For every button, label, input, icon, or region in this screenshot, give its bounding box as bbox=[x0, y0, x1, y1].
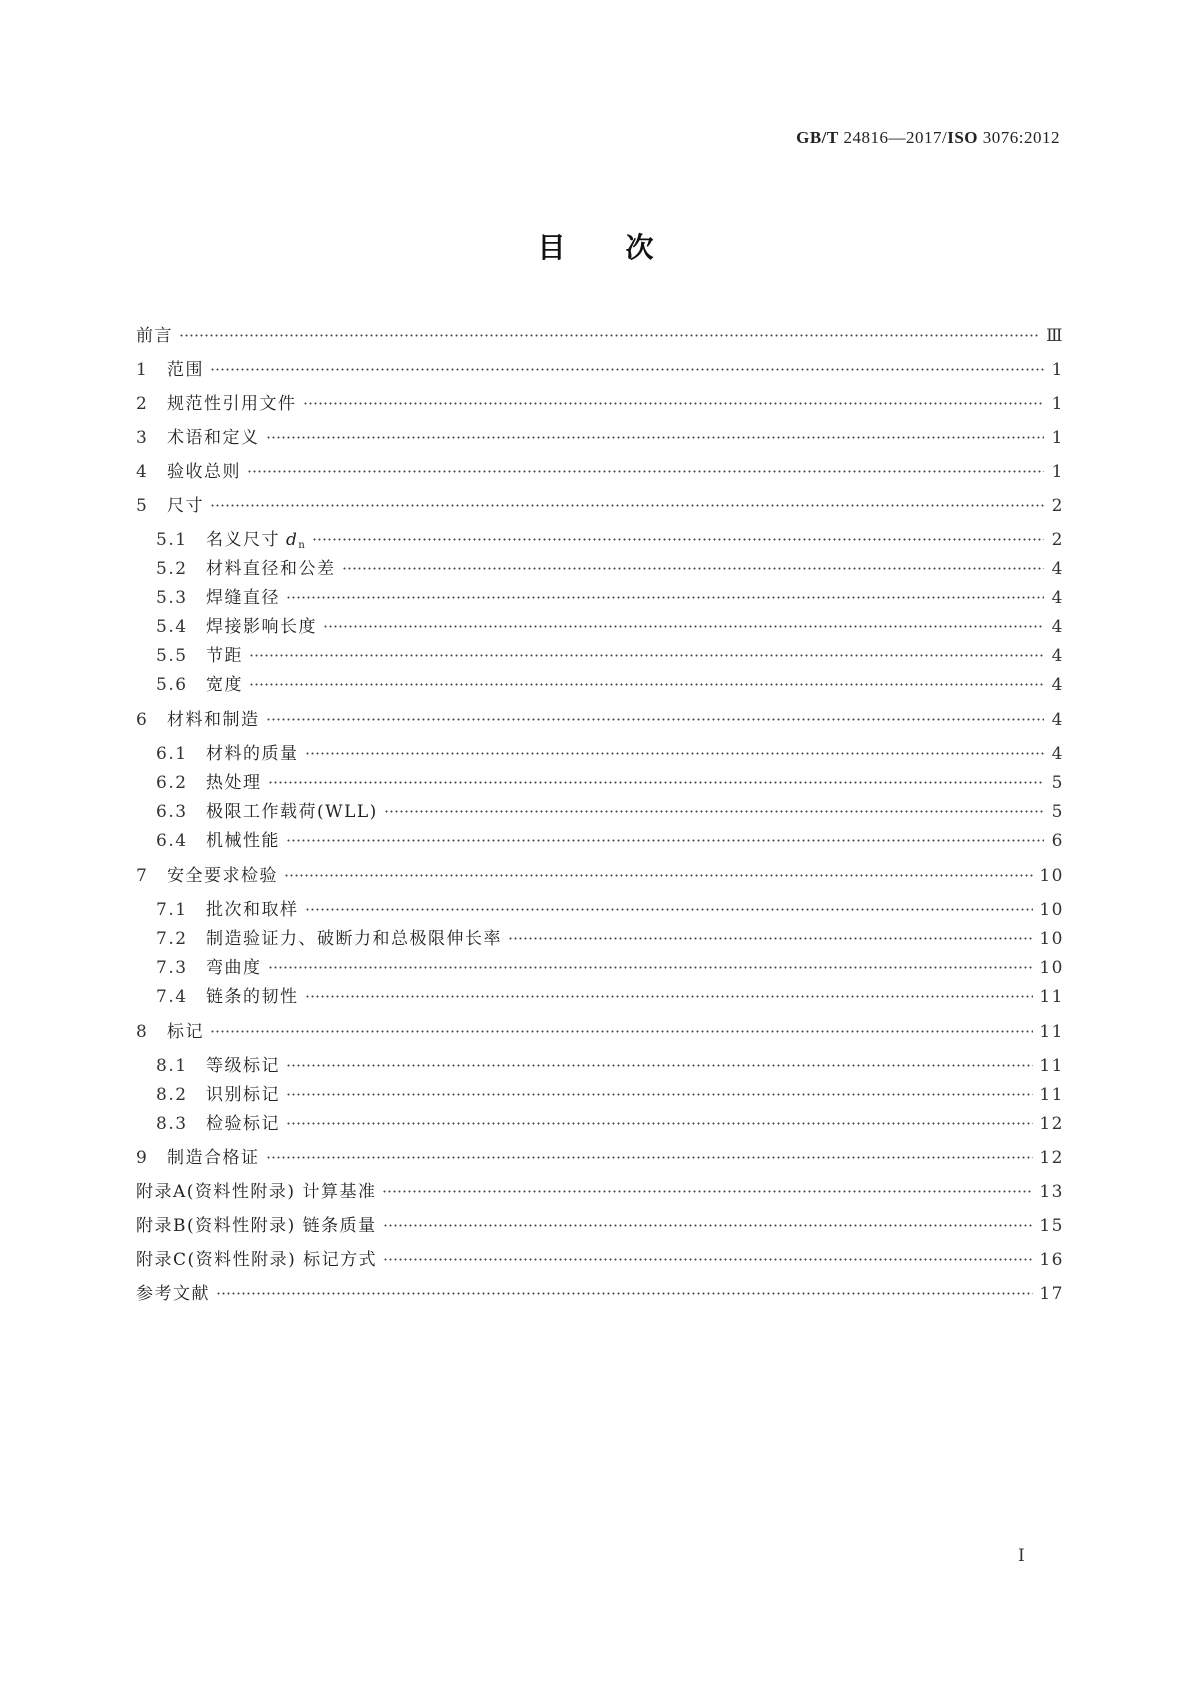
toc-leader-dots bbox=[216, 1292, 1033, 1295]
toc-leader-dots bbox=[249, 654, 1044, 657]
toc-page-number: 4 bbox=[1051, 646, 1064, 666]
toc-leader-dots bbox=[249, 683, 1044, 686]
toc-leader-dots bbox=[268, 781, 1045, 784]
toc-entry[interactable] bbox=[136, 1182, 1064, 1202]
toc-entry[interactable] bbox=[136, 987, 1064, 1007]
toc-page-number: 6 bbox=[1051, 831, 1064, 851]
toc-entry-label: 链条的韧性 bbox=[206, 987, 299, 1007]
toc-entry-number: 8 bbox=[136, 1022, 149, 1042]
toc-entry-label: 参考文献 bbox=[136, 1284, 210, 1304]
toc-page-number: 15 bbox=[1039, 1216, 1064, 1236]
toc-entry-number: 6.4 bbox=[156, 831, 188, 851]
toc-entry[interactable] bbox=[136, 1114, 1064, 1134]
toc-entry[interactable] bbox=[136, 646, 1064, 666]
toc-entry-label: 识别标记 bbox=[206, 1085, 280, 1105]
toc-entry-label: 范围 bbox=[167, 360, 204, 380]
toc-entry[interactable] bbox=[136, 773, 1064, 793]
toc-entry[interactable] bbox=[136, 1085, 1064, 1105]
toc-entry-number: 5.3 bbox=[156, 588, 188, 608]
toc-page-number: 10 bbox=[1039, 958, 1064, 978]
toc-leader-dots bbox=[210, 504, 1044, 507]
toc-leader-dots bbox=[266, 436, 1045, 439]
toc-page-number: 10 bbox=[1039, 900, 1064, 920]
toc-entry-number: 5 bbox=[136, 496, 149, 516]
toc-entry-label: 焊接影响长度 bbox=[206, 617, 317, 637]
standard-header bbox=[796, 128, 1060, 148]
toc-leader-dots bbox=[286, 1064, 1033, 1067]
toc-entry-number: 5.4 bbox=[156, 617, 188, 637]
toc-leader-dots bbox=[210, 368, 1044, 371]
toc-entry-number: 5.5 bbox=[156, 646, 188, 666]
toc-entry[interactable] bbox=[136, 588, 1064, 608]
toc-entry-number: 6.1 bbox=[156, 744, 188, 764]
toc-entry-number: 8.2 bbox=[156, 1085, 188, 1105]
toc-entry-number: 7.1 bbox=[156, 900, 188, 920]
toc-page-number: 10 bbox=[1039, 929, 1064, 949]
toc-entry[interactable] bbox=[136, 1148, 1064, 1168]
toc-page-number: 13 bbox=[1039, 1182, 1064, 1202]
toc-leader-dots bbox=[305, 908, 1034, 911]
toc-leader-dots bbox=[312, 538, 1044, 541]
toc-entry-label: 安全要求检验 bbox=[167, 866, 278, 886]
toc-page-number: 2 bbox=[1051, 496, 1064, 516]
toc-entry[interactable] bbox=[136, 1250, 1064, 1270]
toc-entry-label: 尺寸 bbox=[167, 496, 204, 516]
toc-page-number: 1 bbox=[1051, 428, 1064, 448]
footer-page-number: I bbox=[1018, 1546, 1025, 1566]
toc-page-number: 12 bbox=[1039, 1148, 1064, 1168]
toc-entry-number: 1 bbox=[136, 360, 149, 380]
toc-page-number: 4 bbox=[1051, 710, 1064, 730]
toc-leader-dots bbox=[384, 810, 1044, 813]
standard-number: 24816—2017/ bbox=[843, 128, 948, 147]
toc-entry-label: 批次和取样 bbox=[206, 900, 299, 920]
toc-entry-label: 附录B(资料性附录) 链条质量 bbox=[136, 1216, 377, 1236]
toc-leader-dots bbox=[268, 966, 1034, 969]
toc-entry[interactable] bbox=[136, 326, 1064, 346]
toc-entry-number: 5.6 bbox=[156, 675, 188, 695]
toc-entry-label: 附录C(资料性附录) 标记方式 bbox=[136, 1250, 378, 1270]
toc-entry-label: 热处理 bbox=[206, 773, 262, 793]
toc-entry[interactable] bbox=[136, 1284, 1064, 1304]
toc-leader-dots bbox=[247, 470, 1044, 473]
toc-entry-number: 7.4 bbox=[156, 987, 188, 1007]
toc-page-number: 4 bbox=[1051, 588, 1064, 608]
toc-entry[interactable] bbox=[136, 394, 1064, 414]
toc-entry-number: 5.2 bbox=[156, 559, 188, 579]
toc-page-number: 2 bbox=[1051, 530, 1064, 550]
toc-entry[interactable] bbox=[136, 929, 1064, 949]
toc-entry[interactable] bbox=[136, 744, 1064, 764]
toc-entry-label: 制造合格证 bbox=[167, 1148, 260, 1168]
toc-entry-number: 6.2 bbox=[156, 773, 188, 793]
toc-leader-dots bbox=[305, 995, 1034, 998]
toc-entry-number: 3 bbox=[136, 428, 149, 448]
toc-leader-dots bbox=[266, 1156, 1034, 1159]
toc-entry[interactable] bbox=[136, 1056, 1064, 1076]
toc-entry-label: 验收总则 bbox=[167, 462, 241, 482]
toc-entry-label: 弯曲度 bbox=[206, 958, 262, 978]
toc-entry[interactable] bbox=[136, 802, 1064, 822]
toc-entry[interactable] bbox=[136, 530, 1064, 556]
toc-entry-number: 9 bbox=[136, 1148, 149, 1168]
toc-entry[interactable] bbox=[136, 900, 1064, 920]
toc-entry[interactable] bbox=[136, 496, 1064, 516]
toc-leader-dots bbox=[286, 839, 1044, 842]
toc-entry-number: 6 bbox=[136, 710, 149, 730]
toc-page-number: 10 bbox=[1039, 866, 1064, 886]
toc-leader-dots bbox=[382, 1190, 1033, 1193]
toc-entry[interactable] bbox=[136, 1022, 1064, 1042]
toc-entry-label: 检验标记 bbox=[206, 1114, 280, 1134]
toc-entry-label: 材料直径和公差 bbox=[206, 559, 336, 579]
toc-leader-dots bbox=[383, 1224, 1034, 1227]
toc-page-number: 1 bbox=[1051, 462, 1064, 482]
toc-entry[interactable] bbox=[136, 1216, 1064, 1236]
toc-entry-number: 2 bbox=[136, 394, 149, 414]
toc-entry[interactable] bbox=[136, 710, 1064, 730]
toc-entry-number: 6.3 bbox=[156, 802, 188, 822]
toc-entry-number: 7.2 bbox=[156, 929, 188, 949]
standard-code: GB/T bbox=[796, 128, 839, 147]
toc-leader-dots bbox=[342, 567, 1045, 570]
toc-leader-dots bbox=[179, 334, 1040, 337]
toc-entry-number: 5.1 bbox=[156, 530, 188, 550]
toc-entry-label: 标记 bbox=[167, 1022, 204, 1042]
toc-page-number: 12 bbox=[1039, 1114, 1064, 1134]
toc-page-number: 1 bbox=[1051, 394, 1064, 414]
toc-leader-dots bbox=[383, 1258, 1033, 1261]
iso-code: ISO bbox=[947, 128, 979, 147]
toc-page-number: Ⅲ bbox=[1046, 326, 1064, 346]
toc-leader-dots bbox=[284, 874, 1033, 877]
toc-entry-label: 材料的质量 bbox=[206, 744, 299, 764]
toc-page-number: 16 bbox=[1039, 1250, 1064, 1270]
toc-entry-number: 8.1 bbox=[156, 1056, 188, 1076]
toc-entry[interactable] bbox=[136, 360, 1064, 380]
toc-page-number: 4 bbox=[1051, 744, 1064, 764]
toc-entry-label: 前言 bbox=[136, 326, 173, 346]
toc-leader-dots bbox=[508, 937, 1033, 940]
toc-entry[interactable] bbox=[136, 866, 1064, 886]
toc-entry-label: 制造验证力、破断力和总极限伸长率 bbox=[206, 929, 502, 949]
toc-entry-label: 术语和定义 bbox=[167, 428, 260, 448]
toc-entry[interactable] bbox=[136, 617, 1064, 637]
toc-page-number: 1 bbox=[1051, 360, 1064, 380]
toc-entry[interactable] bbox=[136, 462, 1064, 482]
toc-entry-number: 7 bbox=[136, 866, 149, 886]
toc-entry-label: 规范性引用文件 bbox=[167, 394, 297, 414]
toc-page-number: 4 bbox=[1051, 559, 1064, 579]
toc-page-number: 11 bbox=[1039, 1056, 1064, 1076]
toc-leader-dots bbox=[303, 402, 1045, 405]
toc-leader-dots bbox=[266, 718, 1045, 721]
toc-entry[interactable] bbox=[136, 958, 1064, 978]
toc-page-number: 17 bbox=[1039, 1284, 1064, 1304]
toc-leader-dots bbox=[210, 1030, 1033, 1033]
toc-page-number: 11 bbox=[1039, 987, 1064, 1007]
page-title: 目次 bbox=[537, 231, 714, 264]
toc-entry-label: 节距 bbox=[206, 646, 243, 666]
toc-leader-dots bbox=[323, 625, 1044, 628]
toc-entry-number: 8.3 bbox=[156, 1114, 188, 1134]
toc-leader-dots bbox=[286, 596, 1044, 599]
toc-entry-number: 4 bbox=[136, 462, 149, 482]
toc-page-number: 5 bbox=[1051, 773, 1064, 793]
toc-page-number: 4 bbox=[1051, 675, 1064, 695]
toc-entry-label: 宽度 bbox=[206, 675, 243, 695]
toc-entry-label: 等级标记 bbox=[206, 1056, 280, 1076]
toc-entry-label: 附录A(资料性附录) 计算基准 bbox=[136, 1182, 377, 1202]
toc-entry-label: 材料和制造 bbox=[167, 710, 260, 730]
toc-leader-dots bbox=[305, 752, 1045, 755]
toc-page-number: 11 bbox=[1039, 1022, 1064, 1042]
toc-entry-label: 焊缝直径 bbox=[206, 588, 280, 608]
toc-entry-label: 机械性能 bbox=[206, 831, 280, 851]
toc-entry-number: 7.3 bbox=[156, 958, 188, 978]
toc-entry[interactable] bbox=[136, 831, 1064, 851]
toc-leader-dots bbox=[286, 1122, 1033, 1125]
toc-page-number: 5 bbox=[1051, 802, 1064, 822]
toc-entry[interactable] bbox=[136, 428, 1064, 448]
symbol-d: d bbox=[286, 530, 299, 550]
toc-entry[interactable] bbox=[136, 675, 1064, 695]
toc-leader-dots bbox=[286, 1093, 1033, 1096]
symbol-subscript: n bbox=[298, 540, 307, 551]
toc-entry[interactable] bbox=[136, 559, 1064, 579]
iso-number: 3076:2012 bbox=[982, 128, 1060, 147]
toc-page-number: 11 bbox=[1039, 1085, 1064, 1105]
toc-page-number: 4 bbox=[1051, 617, 1064, 637]
toc-entry-label: 名义尺寸 dn bbox=[206, 530, 307, 551]
toc-entry-label: 极限工作载荷(WLL) bbox=[206, 802, 378, 822]
